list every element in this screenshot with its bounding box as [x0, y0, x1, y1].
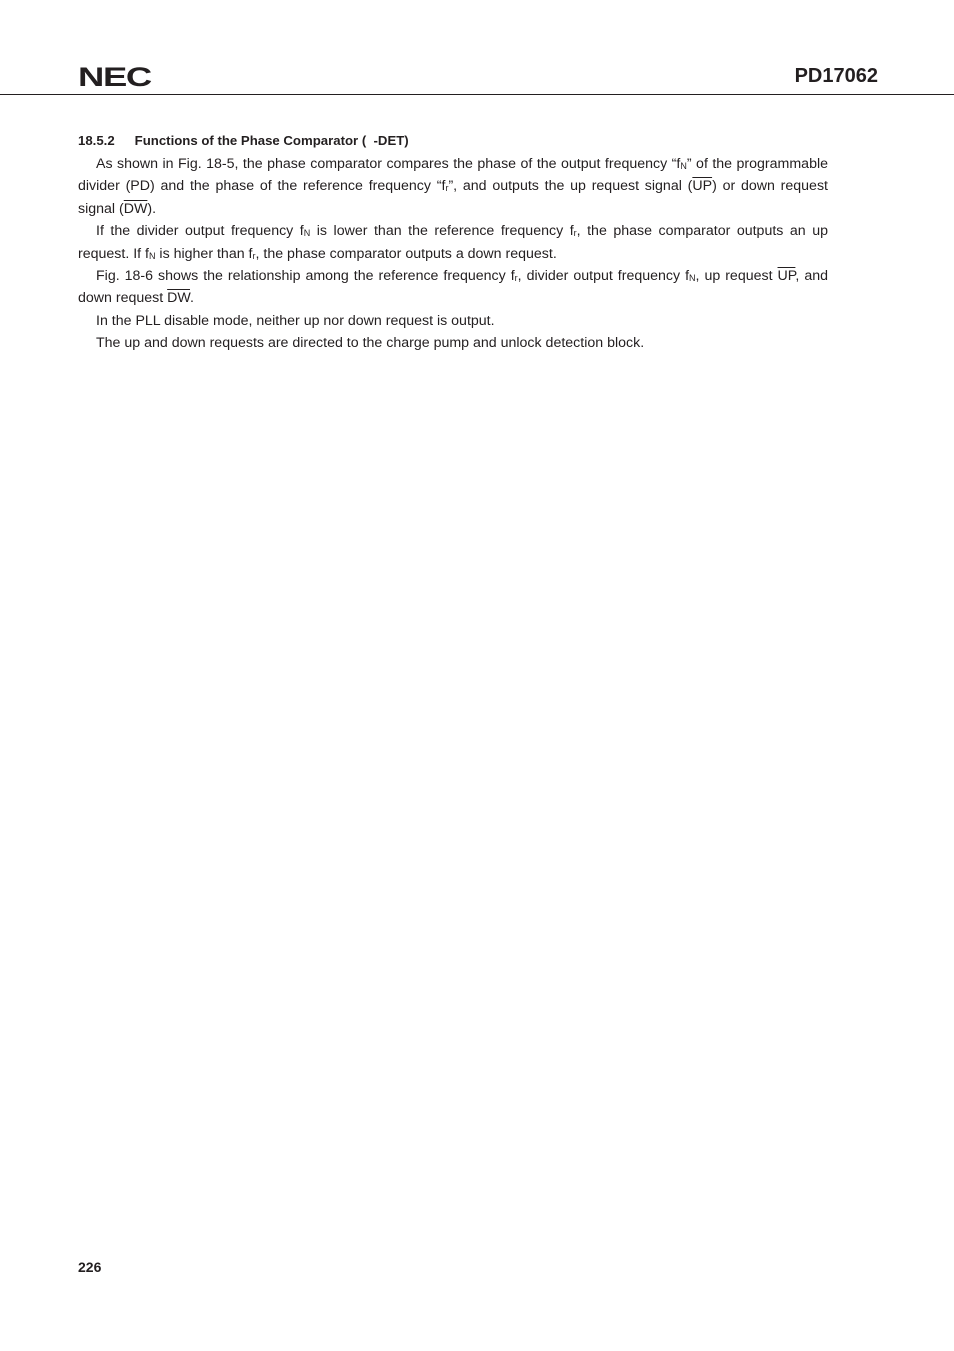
- subscript: N: [689, 273, 696, 284]
- paragraph-charge-pump: The up and down requests are directed to the charge pump and unlock detection block.: [96, 335, 645, 352]
- text-run: ).: [147, 200, 157, 217]
- subscript: N: [303, 228, 311, 239]
- subscript: r: [252, 250, 256, 261]
- text-run: If the divider output frequency f: [96, 223, 304, 240]
- section-title: Functions of the Phase Comparator ( -DET): [134, 133, 409, 148]
- up-signal-label: $\overline{UP}$: [692, 178, 713, 195]
- text-run: Fig. 18-6 shows the relationship among the reference frequency f: [96, 268, 515, 285]
- text-run: , and down request: [78, 268, 828, 307]
- subscript: r: [573, 228, 577, 239]
- text-run: , the phase comparator outputs an up request. If f: [78, 223, 828, 262]
- paragraph-figure-reference: [78, 265, 828, 310]
- text-run: As shown in Fig. 18-5, the phase comparator compares the phase of the output frequency “f: [96, 156, 681, 172]
- document-title: PD17062: [794, 65, 878, 87]
- section-number: 18.5.2: [78, 133, 115, 148]
- header-divider: [0, 94, 954, 95]
- nec-logo: NEC: [78, 62, 151, 92]
- text-run: , divider output frequency f: [517, 268, 690, 285]
- text-run: is lower than the reference frequency f: [310, 223, 574, 240]
- text-run: ”, and outputs the up request signal (: [448, 178, 693, 195]
- section-heading: [78, 132, 828, 150]
- subscript: N: [148, 250, 156, 261]
- subscript: r: [445, 183, 449, 194]
- subscript: r: [514, 273, 518, 284]
- text-run: is higher than f: [155, 245, 253, 262]
- text-run: ” of the programmable divider (PD) and the phase of the reference frequency “f: [78, 156, 829, 195]
- page-number: 226: [78, 1259, 102, 1275]
- subscript: N: [680, 161, 687, 171]
- page-body: [78, 132, 828, 355]
- paragraph-frequency-condition: [78, 220, 828, 265]
- up-signal-label: $\overline{UP}$: [777, 268, 796, 285]
- dw-signal-label: $\overline{DW}$: [167, 290, 190, 307]
- text-run: , up request: [695, 268, 778, 285]
- paragraph-phase-comparison: [78, 153, 828, 220]
- text-run: ) or down request signal (: [78, 178, 828, 217]
- dw-signal-label: $\overline{DW}$: [123, 200, 148, 217]
- text-run: .: [189, 290, 194, 307]
- paragraph-pll-disable: In the PLL disable mode, neither up nor down request is output.: [96, 312, 495, 329]
- text-run: , the phase comparator outputs a down request.: [255, 245, 557, 262]
